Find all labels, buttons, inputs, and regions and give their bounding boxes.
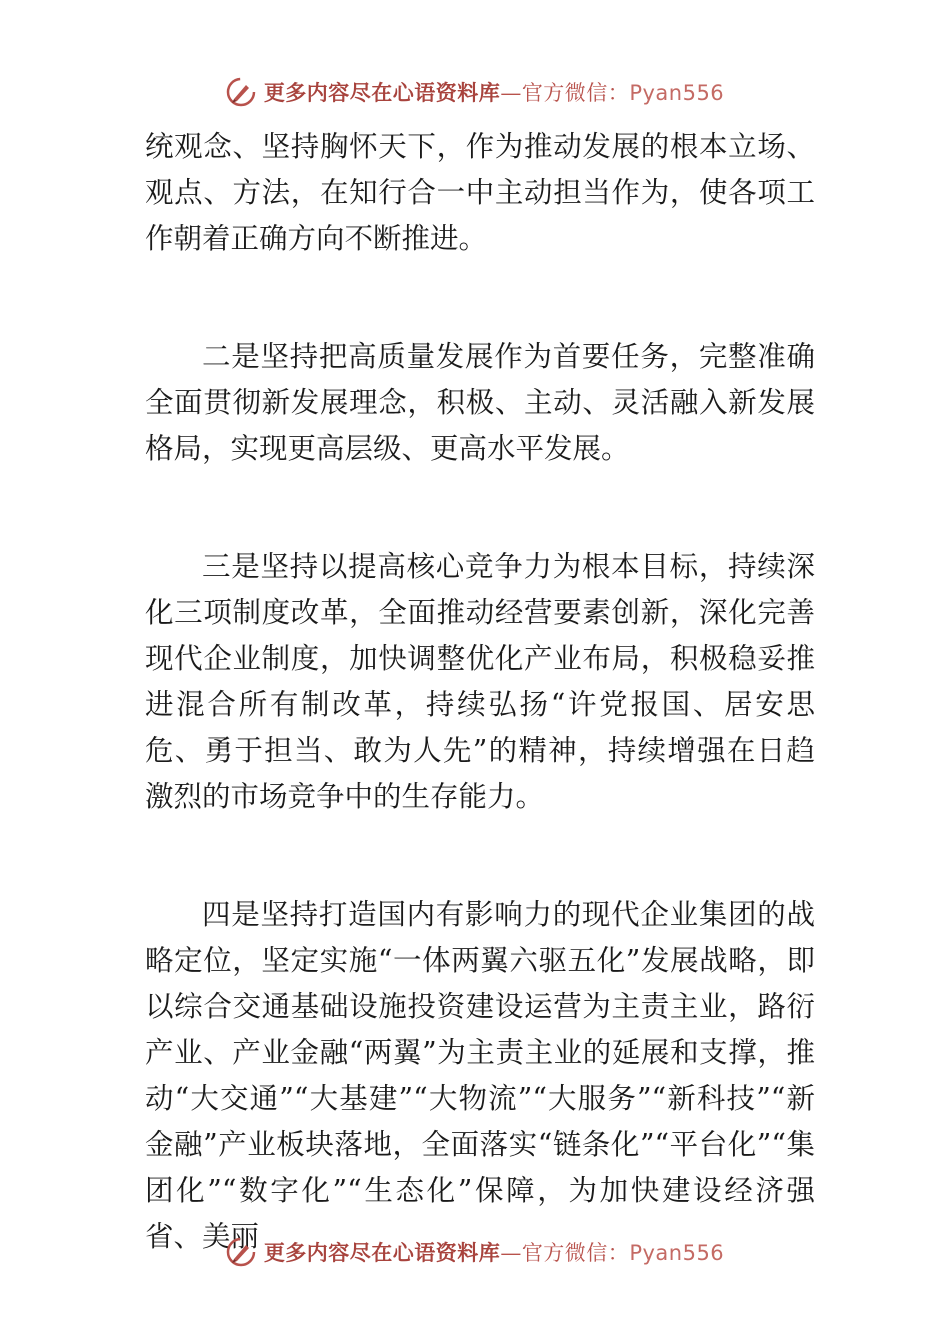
watermark-brand: 更多内容尽在心语资料库 xyxy=(263,1240,501,1265)
header-watermark xyxy=(0,72,950,112)
watermark-text xyxy=(264,1237,724,1267)
footer-watermark xyxy=(0,1232,950,1272)
watermark-text xyxy=(264,77,724,107)
watermark-id: Pyan556 xyxy=(629,1241,725,1265)
watermark-separator: — xyxy=(500,81,522,105)
watermark-label: 官方微信： xyxy=(521,1241,630,1265)
watermark-label: 官方微信： xyxy=(521,81,630,105)
paragraph-2: 二是坚持把高质量发展作为首要任务，完整准确全面贯彻新发展理念，积极、主动、灵活融入新发展格局，实现更高层级、更高水平发展。 xyxy=(145,340,815,465)
paragraph-1: 统观念、坚持胸怀天下，作为推动发展的根本立场、观点、方法，在知行合一中主动担当作为，使各项工作朝着正确方向不断推进。 xyxy=(145,130,815,255)
paragraph-3: 三是坚持以提高核心竞争力为根本目标，持续深化三项制度改革，全面推动经营要素创新，深化完善现代企业制度，加快调整优化产业布局，积极稳妥推进混合所有制改革，持续弘扬“许党报国、居安思危、勇于担当、敢为人先”的精神，持续增强在日趋激烈的市场竞争中的生存能力。 xyxy=(145,550,815,813)
document-body xyxy=(145,124,815,1260)
watermark-brand: 更多内容尽在心语资料库 xyxy=(263,80,501,105)
pen-logo-icon xyxy=(226,77,256,107)
watermark-separator: — xyxy=(500,1241,522,1265)
paragraph-4: 四是坚持打造国内有影响力的现代企业集团的战略定位，坚定实施“一体两翼六驱五化”发展战略，即以综合交通基础设施投资建设运营为主责主业，路衍产业、产业金融“两翼”为主责主业的延展和支撑，推动“大交通”“大基建”“大物流”“大服务”“新科技”“新金融”产业板块落地，全面落实“链条化”“平台化”“集团化”“数字化”“生态化”保障，为加快建设经济强省、美丽 xyxy=(145,898,815,1253)
pen-logo-icon xyxy=(226,1237,256,1267)
watermark-id: Pyan556 xyxy=(629,81,725,105)
